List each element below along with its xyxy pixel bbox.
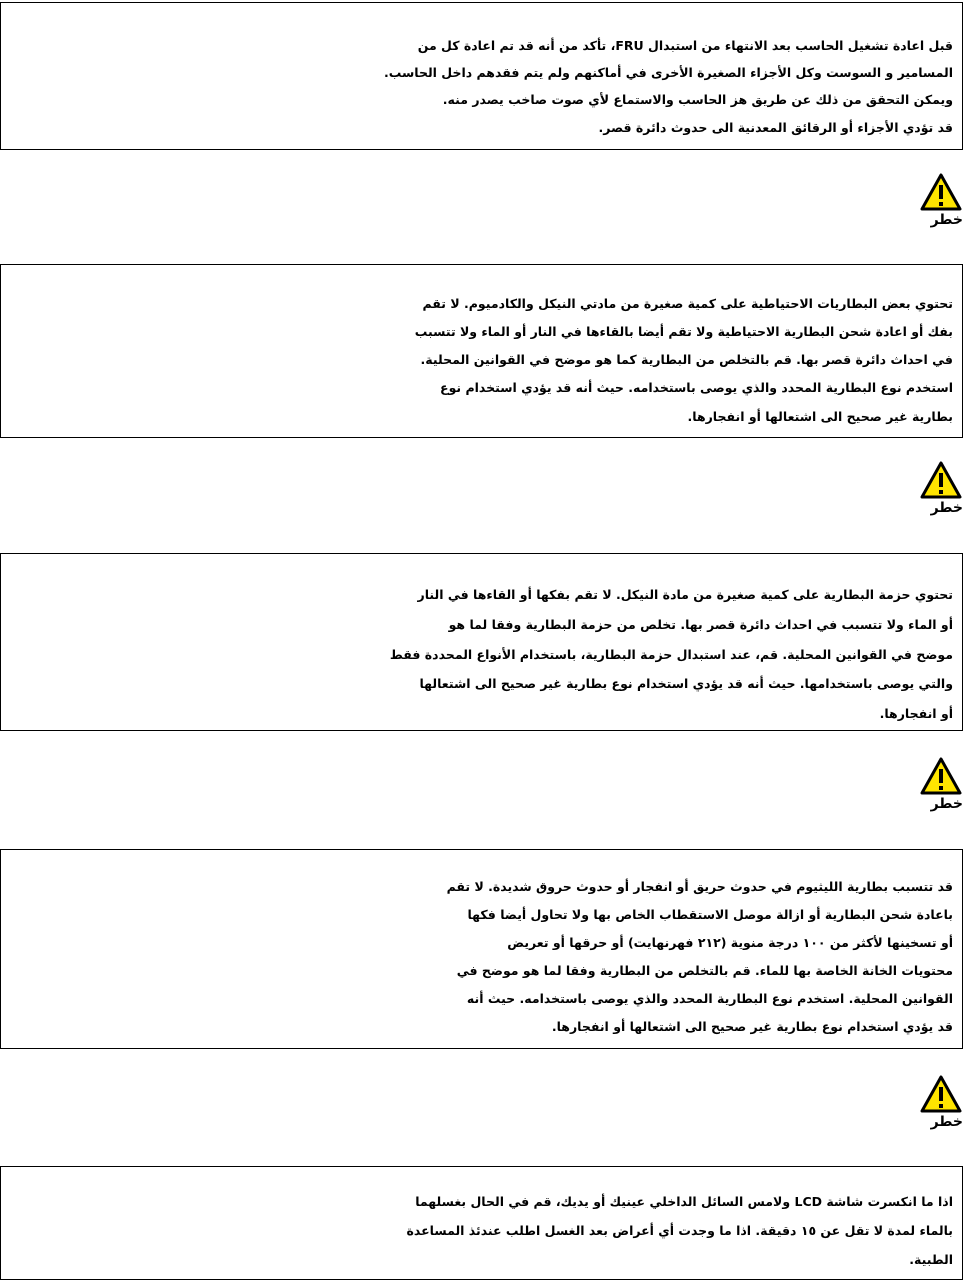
danger-line: أو تسخينها لأكثر من ١٠٠ درجة منوية (٢١٢ فهرنهايت) أو حرقها أو تعريض — [507, 935, 953, 950]
danger-line: بفك أو اعادة شحن البطارية الاحتياطية ولا تقم أيضا بالقاءها في النار أو الماء ولا تتسبب — [414, 324, 953, 339]
warning-triangle-icon — [919, 172, 963, 212]
danger-line: اذا ما انكسرت شاشة LCD ولامس السائل الداخلي عينيك أو يديك، قم في الحال بغسلهما — [415, 1194, 953, 1209]
danger-line: والتي يوصى باستخدامها. حيث أنه قد يؤدي استخدام نوع بطارية غير صحيح الى اشتعالها — [419, 676, 953, 691]
danger-label: خطر — [930, 1114, 963, 1130]
danger-line: تحتوي بعض البطاريات الاحتياطية على كمية صغيرة من مادتي النيكل والكادميوم. لا تقم — [422, 296, 953, 311]
danger-line: استخدم نوع البطارية المحدد والذي يوصى باستخدامه. حيث أنه قد يؤدي استخدام نوع — [440, 380, 953, 395]
danger-line: الطبية. — [909, 1252, 953, 1267]
danger-box — [0, 264, 963, 438]
danger-box — [0, 1166, 963, 1280]
danger-line: في احداث دائرة قصر بها. قم بالتخلص من البطارية كما هو موضح في القوانين المحلية. — [420, 352, 953, 367]
danger-warning — [917, 172, 965, 228]
notice-line: قد تؤدي الأجزاء أو الرقائق المعدنية الى حدوث دائرة قصر. — [598, 120, 953, 135]
danger-line: بطارية غير صحيح الى اشتعالها أو انفجارها. — [687, 409, 953, 424]
danger-line: باعادة شحن البطارية أو ازالة موصل الاستقطاب الخاص بها ولا تحاول أيضا فكها — [467, 907, 953, 922]
warning-triangle-icon — [919, 1074, 963, 1114]
danger-line: موضح في القوانين المحلية. قم، عند استبدال حزمة البطارية، باستخدام الأنواع المحددة فقط — [389, 647, 953, 662]
danger-line: القوانين المحلية. استخدم نوع البطارية المحدد والذي يوصى باستخدامه. حيث أنه — [466, 991, 953, 1006]
danger-label: خطر — [930, 500, 963, 516]
warning-triangle-icon — [919, 460, 963, 500]
notice-line: المسامير و السوست وكل الأجزاء الصغيرة الأخرى في أماكنهم ولم يتم فقدهم داخل الحاسب. — [383, 65, 953, 80]
danger-line: قد يؤدي استخدام نوع بطارية غير صحيح الى اشتعالها أو انفجارها. — [551, 1019, 953, 1034]
danger-warning — [917, 460, 965, 516]
warning-triangle-icon — [919, 756, 963, 796]
danger-line: أو الماء ولا تتسبب في احداث دائرة قصر بها. تخلص من حزمة البطارية وفقا لما هو — [448, 617, 953, 632]
danger-box — [0, 553, 963, 731]
danger-line: محتويات الخانة الخاصة بها للماء. قم بالتخلص من البطارية وفقا لما هو موضح في — [456, 963, 953, 978]
danger-warning — [917, 756, 965, 812]
notice-box — [0, 2, 963, 150]
danger-line: أو انفجارها. — [879, 706, 953, 721]
danger-warning — [917, 1074, 965, 1130]
danger-box — [0, 849, 963, 1049]
danger-label: خطر — [930, 212, 963, 228]
danger-label: خطر — [930, 796, 963, 812]
notice-line: قبل اعادة تشغيل الحاسب بعد الانتهاء من استبدال FRU، تأكد من أنه قد تم اعادة كل من — [417, 38, 953, 53]
danger-line: قد تتسبب بطارية الليثيوم في حدوث حريق أو انفجار أو حدوث حروق شديدة. لا تقم — [446, 879, 953, 894]
danger-line: تحتوي حزمة البطارية على كمية صغيرة من مادة النيكل. لا تقم بفكها أو القاءها في النار — [417, 587, 953, 602]
danger-line: بالماء لمدة لا تقل عن ١٥ دقيقة. اذا ما وجدت أي أعراض بعد الغسل اطلب عندئذ المساعدة — [406, 1223, 953, 1238]
notice-line: ويمكن التحقق من ذلك عن طريق هز الحاسب والاستماع لأي صوت صاخب يصدر منه. — [442, 92, 953, 107]
